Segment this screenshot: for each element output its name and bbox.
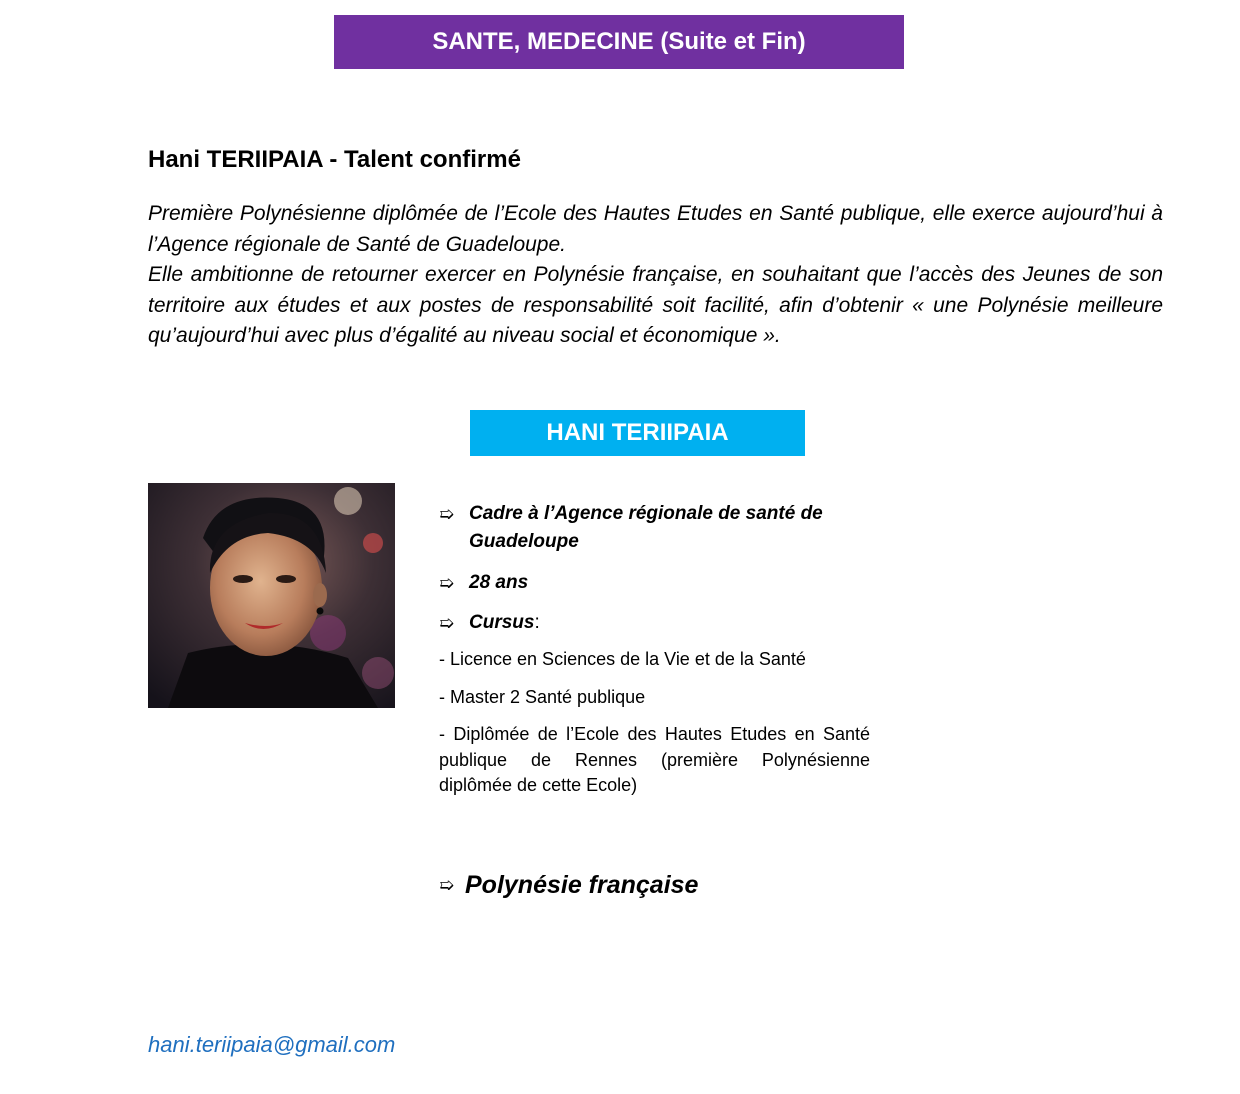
name-box: HANI TERIIPAIA [470,410,805,456]
cursus-line-2: - Master 2 Santé publique [439,686,646,707]
age-text: 28 ans [469,572,529,593]
profile-details [439,500,870,811]
cursus-label: Cursus [469,612,535,633]
intro-paragraph-1: Première Polynésienne diplômée de l’Ecole des Hautes Etudes en Santé publique, elle exerce aujourd’hui à l’Agence régionale de Santé de Guadeloupe. [148,202,1163,256]
cursus-suffix: : [534,612,540,633]
portrait-photo [148,483,395,708]
age-item [439,569,870,597]
region-text: Polynésie française [465,871,699,899]
cursus-item [439,609,870,637]
cursus-line-1: - Licence en Sciences de la Vie et de la Santé [439,649,806,669]
region-item [439,871,698,900]
hollow-arrow-icon: ➯ [439,573,455,593]
intro-paragraph-2: Elle ambitionne de retourner exercer en Polynésie française, en souhaitant que l’accès des Jeunes de son territoire aux études et aux postes de responsabilité soit facilité, afin d’obtenir « une Polynésie meilleure qu’aujourd’hui avec plus d’égalité au niveau social et économique ». [148,263,1163,347]
role-item [439,500,870,556]
cursus-line-3: - Diplômée de l’Ecole des Hautes Etudes en Santé publique de Rennes (première Polynésienne diplômée de cette Ecole) [439,724,870,795]
email-link[interactable]: hani.teriipaia@gmail.com [148,1032,396,1057]
intro-text [148,199,1163,352]
role-text: Cadre à l’Agence régionale de santé de Guadeloupe [469,503,823,552]
hollow-arrow-icon: ➯ [439,504,455,524]
profile-heading: Hani TERIIPAIA - Talent confirmé [148,146,521,173]
section-banner: SANTE, MEDECINE (Suite et Fin) [334,15,904,69]
hollow-arrow-icon: ➯ [439,613,455,633]
hollow-arrow-icon: ➯ [439,875,455,895]
